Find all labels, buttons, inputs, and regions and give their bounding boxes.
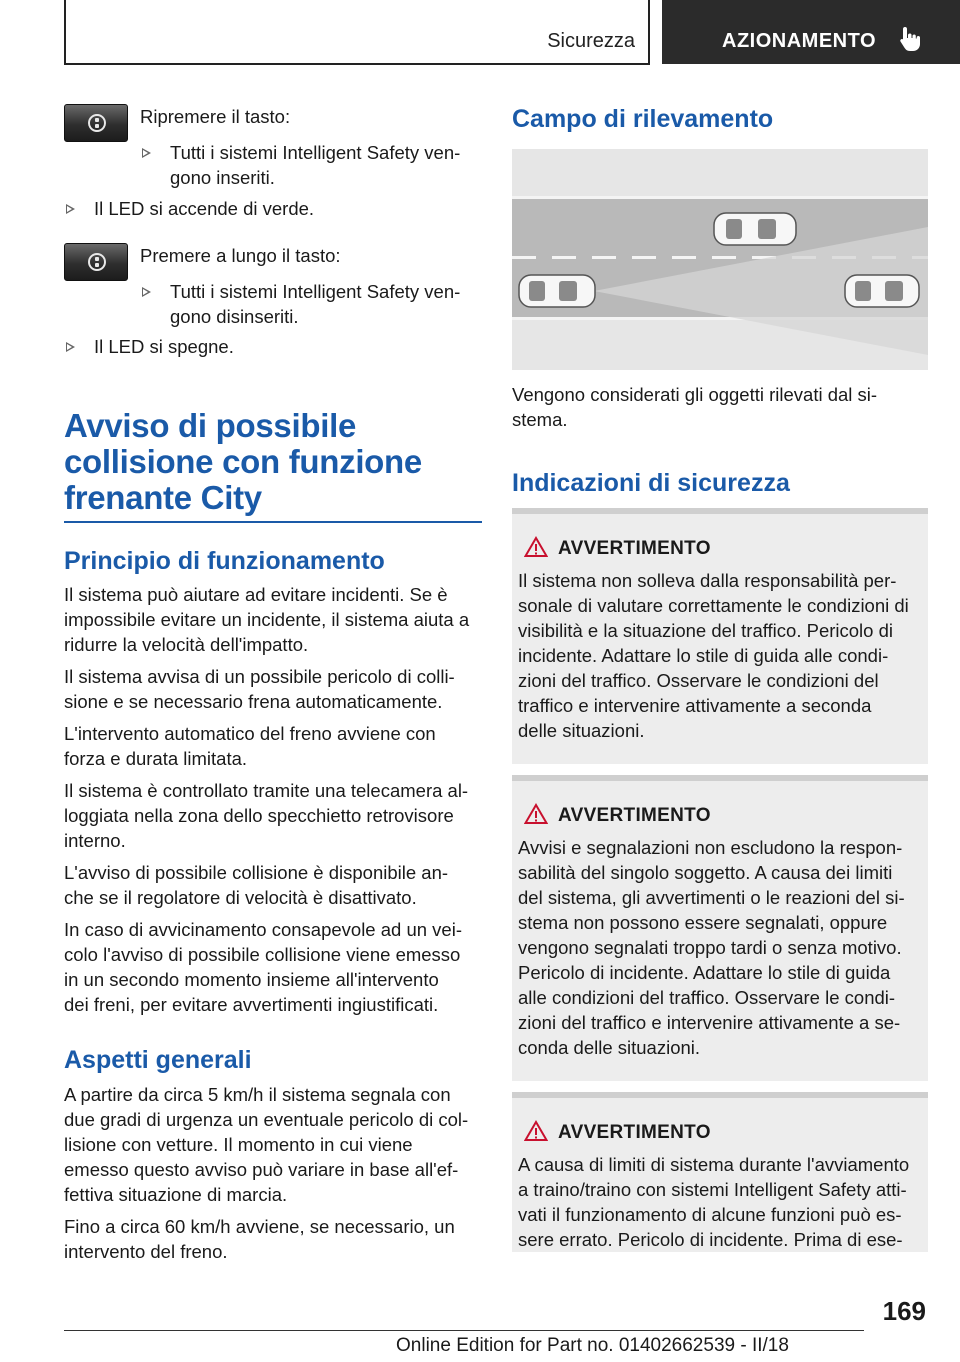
bullet-text: Il LED si spegne. xyxy=(94,336,234,357)
page-header xyxy=(0,0,960,66)
paragraph: A partire da circa 5 km/h il sistema segnala con due gradi di urgenza un eventuale pericolo di col- lisione con vetture. Il momento in cui viene emesso questo avviso può variare in base all'ef- fettiva situazione di marcia. xyxy=(64,1084,469,1205)
paragraph: Il sistema avvisa di un possibile pericolo di colli- sione e se necessario frena automaticamente. xyxy=(64,666,455,712)
bullet-item xyxy=(64,196,482,221)
warning-triangle-icon xyxy=(524,1120,548,1142)
heading-rule xyxy=(64,521,482,523)
detection-range-illustration xyxy=(512,149,928,370)
warning-text: Il sistema non solleva dalla responsabilità per- sonale di valutare correttamente le condizioni di visibilità e la situazione del traffico. Pericolo di incidente. Adattare lo stile di guida alle condi- zioni del traffico. Osservare le condizioni del traffico e intervenire attivamente a seconda delle situazioni. xyxy=(518,570,909,741)
general-body xyxy=(64,1082,482,1264)
paragraph: Fino a circa 60 km/h avviene, se necessario, un intervento del freno. xyxy=(64,1216,455,1262)
detection-range-diagram xyxy=(512,149,928,370)
pointing-hand-icon xyxy=(896,24,926,54)
bullet-triangle-icon xyxy=(142,148,151,158)
diagram-caption: Vengono considerati gli oggetti rilevati dal si- stema. xyxy=(512,384,878,430)
header-rule-divider xyxy=(648,0,650,64)
bullet-text: Il LED si accende di verde. xyxy=(94,198,315,219)
page-number: 169 xyxy=(882,1296,926,1326)
bullet-item xyxy=(64,334,482,359)
warning-box xyxy=(512,508,928,764)
warning-triangle-icon xyxy=(524,536,548,558)
section-heading-general: Aspetti generali xyxy=(64,1046,252,1074)
bullet-text: Tutti i sistemi Intelligent Safety ven- gono disinseriti. xyxy=(170,281,461,327)
bullet-text: Tutti i sistemi Intelligent Safety ven- gono inseriti. xyxy=(170,142,461,188)
own-car xyxy=(519,275,595,307)
warning-box xyxy=(512,775,928,1081)
principle-body xyxy=(64,582,482,1017)
road-edge-line xyxy=(512,196,928,199)
footer-edition-text: Online Edition for Part no. 01402662539 - II/18 xyxy=(396,1335,789,1356)
key-instruction-block xyxy=(140,104,482,190)
header-rule-left xyxy=(64,0,66,64)
header-chapter-title: AZIONAMENTO xyxy=(722,30,877,52)
key-instruction: Ripremere il tasto: xyxy=(140,106,291,127)
warning-text: A causa di limiti di sistema durante l'avviamento a traino/traino con sistemi Intelligent Safety atti- vati il funzionamento di alcune funzioni può es- sere errato. Pericolo di incidente. Prima di ese- xyxy=(518,1154,910,1250)
section-heading-principle: Principio di funzionamento xyxy=(64,547,385,575)
header-section-title: Sicurezza xyxy=(547,30,635,52)
paragraph: Il sistema può aiutare ad evitare incidenti. Se è impossibile evitare un incidente, il sistema aiuta a ridurre la velocità dell'impatto. xyxy=(64,584,470,655)
intelligent-safety-icon xyxy=(87,252,107,272)
bullet-triangle-icon xyxy=(66,342,75,352)
warning-box xyxy=(512,1092,928,1252)
safety-key-button xyxy=(64,104,128,142)
car-ahead-same-lane xyxy=(845,275,919,307)
paragraph: L'avviso di possibile collisione è disponibile an- che se il regolatore di velocità è disattivato. xyxy=(64,862,449,908)
paragraph: In caso di avvicinamento consapevole ad un vei- colo l'avviso di possibile collisione viene emesso in un secondo momento insieme all'intervento dei freni, per evitare avvertimenti ingiustificati. xyxy=(64,919,462,1015)
bullet-item xyxy=(140,140,482,190)
warning-text: Avvisi e segnalazioni non escludono la respon- sabilità del singolo soggetto. A causa dei limiti del sistema, gli avvertimenti o le reazioni del si- stema non possono essere segnalati, oppure vengono segnalati troppo tardi o senza motivo. Pericolo di incidente. Adattare lo stile di guida alle condizioni del traffico. Osservare le condi- zioni del traffico e intervenire attivamente a se- conda delle situazioni. xyxy=(518,837,905,1058)
warning-title: AVVERTIMENTO xyxy=(558,805,711,826)
section-heading-safety: Indicazioni di sicurezza xyxy=(512,469,790,497)
paragraph: L'intervento automatico del freno avviene con forza e durata limitata. xyxy=(64,723,436,769)
car-ahead-other-lane xyxy=(714,213,796,245)
key-instruction-block xyxy=(140,243,482,329)
key-instruction: Premere a lungo il tasto: xyxy=(140,245,341,266)
chapter-heading: Avviso di possibile collisione con funzione frenante City xyxy=(64,407,422,516)
safety-key-button xyxy=(64,243,128,281)
bullet-triangle-icon xyxy=(142,287,151,297)
warning-title: AVVERTIMENTO xyxy=(558,538,711,559)
bullet-item xyxy=(140,279,482,329)
intelligent-safety-icon xyxy=(87,113,107,133)
header-rule-bottom xyxy=(64,63,650,65)
paragraph: Il sistema è controllato tramite una telecamera al- loggiata nella zona dello specchietto retrovisore interno. xyxy=(64,780,469,851)
bullet-triangle-icon xyxy=(66,204,75,214)
section-heading-detection-range: Campo di rilevamento xyxy=(512,105,774,133)
warning-triangle-icon xyxy=(524,803,548,825)
footer-rule xyxy=(64,1330,864,1331)
header-chapter-tab xyxy=(662,0,960,64)
warning-title: AVVERTIMENTO xyxy=(558,1122,711,1143)
